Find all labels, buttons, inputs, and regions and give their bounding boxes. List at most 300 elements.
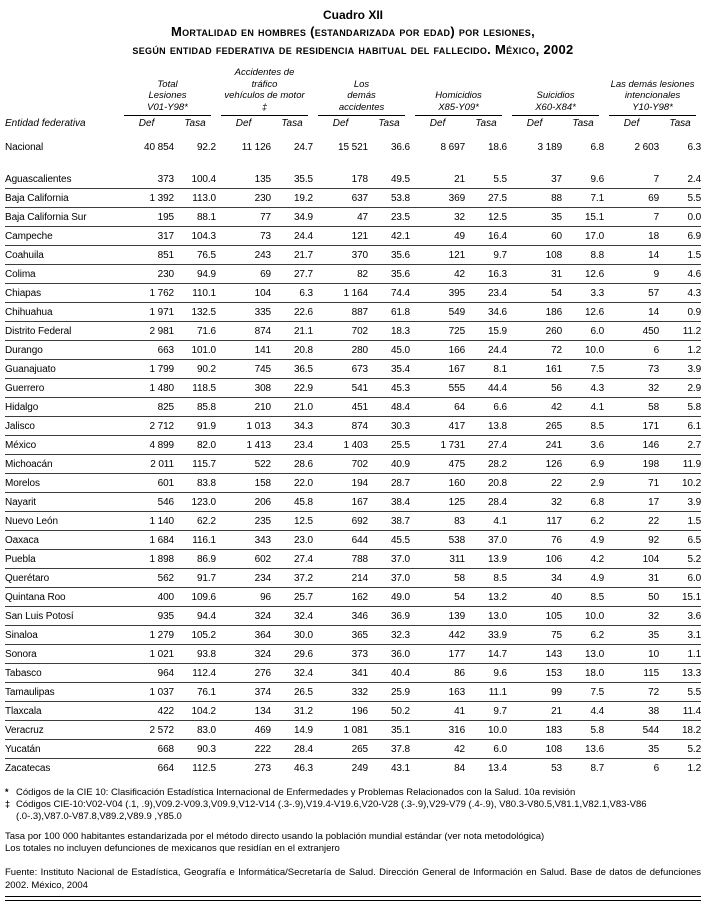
- table-row: [5, 626, 701, 645]
- tasa-value-cell: 4.4: [562, 702, 604, 721]
- entity-name-cell: Nacional: [5, 141, 44, 153]
- tasa-value-cell: 82.0: [174, 436, 216, 455]
- def-value-cell: 6: [604, 341, 659, 360]
- tasa-value-cell: 44.4: [465, 379, 507, 398]
- tasa-value-cell: 9.7: [465, 702, 507, 721]
- tasa-subheader: Tasa: [281, 118, 303, 129]
- tasa-value-cell: 12.6: [562, 265, 604, 284]
- tasa-value-cell: 4.3: [562, 379, 604, 398]
- entity-name-cell: Guanajuato: [5, 360, 119, 379]
- tasa-value-cell: 10.0: [465, 721, 507, 740]
- tasa-value-cell: 28.2: [465, 455, 507, 474]
- tasa-value-cell: 6.5: [659, 531, 701, 550]
- entity-name-cell: Morelos: [5, 474, 119, 493]
- tasa-value-cell: 37.2: [271, 569, 313, 588]
- tasa-value-cell: 22.6: [271, 303, 313, 322]
- def-value-cell: 230: [216, 189, 271, 208]
- def-value-cell: 7: [604, 170, 659, 189]
- def-value-cell: 158: [216, 474, 271, 493]
- tasa-value-cell: 9.6: [562, 170, 604, 189]
- def-value-cell: 104: [216, 284, 271, 303]
- def-value-cell: 276: [216, 664, 271, 683]
- tasa-value-cell: 8.5: [465, 569, 507, 588]
- tasa-value-cell: 20.8: [271, 341, 313, 360]
- tasa-value-cell: 28.7: [368, 474, 410, 493]
- tasa-value-cell: 28.4: [271, 740, 313, 759]
- tasa-value-cell: 48.4: [368, 398, 410, 417]
- tasa-value-cell: 7.5: [562, 360, 604, 379]
- def-value-cell: 335: [216, 303, 271, 322]
- entity-name-cell: Yucatán: [5, 740, 119, 759]
- def-value-cell: 58: [604, 398, 659, 417]
- def-value-cell: 8 697: [440, 141, 466, 153]
- table-number: Cuadro XII: [322, 8, 383, 22]
- tasa-value-cell: 10.0: [562, 607, 604, 626]
- def-value-cell: 1 081: [313, 721, 368, 740]
- def-value-cell: 121: [410, 246, 465, 265]
- tasa-value-cell: 4.1: [465, 512, 507, 531]
- tasa-value-cell: 23.0: [271, 531, 313, 550]
- tasa-value-cell: 123.0: [174, 493, 216, 512]
- def-value-cell: 935: [119, 607, 174, 626]
- table-row: [5, 265, 701, 284]
- tasa-value-cell: 11.2: [659, 322, 701, 341]
- column-group-title: Homicidios X85-Y09*: [415, 90, 502, 116]
- def-value-cell: 86: [410, 664, 465, 683]
- def-value-cell: 32: [604, 607, 659, 626]
- def-value-cell: 92: [604, 531, 659, 550]
- def-value-cell: 602: [216, 550, 271, 569]
- def-value-cell: 73: [216, 227, 271, 246]
- def-value-cell: 2 011: [119, 455, 174, 474]
- tasa-value-cell: 35.6: [368, 246, 410, 265]
- tasa-value-cell: 27.4: [271, 550, 313, 569]
- def-value-cell: 69: [216, 265, 271, 284]
- table-row: [5, 607, 701, 626]
- def-value-cell: 692: [313, 512, 368, 531]
- table-row: [5, 284, 701, 303]
- def-value-cell: 241: [507, 436, 562, 455]
- def-value-cell: 663: [119, 341, 174, 360]
- def-value-cell: 135: [216, 170, 271, 189]
- def-value-cell: 42: [410, 265, 465, 284]
- def-value-cell: 54: [507, 284, 562, 303]
- tasa-value-cell: 37.0: [368, 569, 410, 588]
- tasa-value-cell: 15.1: [659, 588, 701, 607]
- table-row: [5, 208, 701, 227]
- tasa-value-cell: 3.6: [562, 436, 604, 455]
- tasa-value-cell: 32.4: [271, 607, 313, 626]
- tasa-value-cell: 23.5: [368, 208, 410, 227]
- tasa-value-cell: 9.7: [465, 246, 507, 265]
- table-row: [5, 740, 701, 759]
- table-row: [5, 493, 701, 512]
- def-value-cell: 673: [313, 360, 368, 379]
- def-value-cell: 115: [604, 664, 659, 683]
- table-row: [5, 246, 701, 265]
- def-value-cell: 546: [119, 493, 174, 512]
- def-value-cell: 210: [216, 398, 271, 417]
- tasa-value-cell: 8.5: [562, 417, 604, 436]
- tasa-value-cell: 45.3: [368, 379, 410, 398]
- def-value-cell: 280: [313, 341, 368, 360]
- def-value-cell: 273: [254, 762, 272, 774]
- def-value-cell: 249: [351, 762, 369, 774]
- tasa-value-cell: 1.5: [659, 512, 701, 531]
- table-row: [5, 436, 701, 455]
- def-value-cell: 121: [313, 227, 368, 246]
- tasa-value-cell: 86.9: [174, 550, 216, 569]
- table-row: [5, 531, 701, 550]
- def-value-cell: 341: [313, 664, 368, 683]
- def-value-cell: 82: [313, 265, 368, 284]
- def-value-cell: 644: [313, 531, 368, 550]
- def-value-cell: 324: [216, 645, 271, 664]
- tasa-value-cell: 112.5: [192, 762, 217, 774]
- tasa-value-cell: 109.6: [174, 588, 216, 607]
- tasa-value-cell: 91.7: [174, 569, 216, 588]
- totals-note: Los totales no incluyen defunciones de mexicanos que residían en el extranjero: [5, 843, 340, 854]
- def-value-cell: 32: [410, 208, 465, 227]
- def-value-cell: 332: [313, 683, 368, 702]
- tasa-value-cell: 13.6: [562, 740, 604, 759]
- tasa-value-cell: 24.7: [293, 141, 314, 153]
- def-value-cell: 343: [216, 531, 271, 550]
- tasa-value-cell: 34.3: [271, 417, 313, 436]
- tasa-value-cell: 42.1: [368, 227, 410, 246]
- entity-name-cell: Nayarit: [5, 493, 119, 512]
- footnote-codes-text: Códigos CIE-10:V02-V04 (.1, .9),V09.2-V09.3,V09.9,V12-V14 (.3-.9),V19.4-V19.6,V20-V28 (.3-.9),V29-V79 (.4-.9), V80.3-V80.5,V81.1,V82.1,V83-V86 (.0-.3),V87.0-V87.8,V89.2,V89.9 ,Y85.0: [16, 799, 647, 822]
- tasa-value-cell: 40.4: [368, 664, 410, 683]
- def-value-cell: 31: [604, 569, 659, 588]
- def-value-cell: 637: [313, 189, 368, 208]
- table-row: [5, 664, 701, 683]
- def-value-cell: 141: [216, 341, 271, 360]
- def-value-cell: 72: [507, 341, 562, 360]
- def-value-cell: 235: [216, 512, 271, 531]
- tasa-value-cell: 91.9: [174, 417, 216, 436]
- def-value-cell: 186: [507, 303, 562, 322]
- tasa-value-cell: 50.2: [368, 702, 410, 721]
- tasa-value-cell: 0.0: [659, 208, 701, 227]
- def-value-cell: 851: [119, 246, 174, 265]
- def-value-cell: 37: [507, 170, 562, 189]
- def-value-cell: 35: [604, 626, 659, 645]
- def-value-cell: 230: [119, 265, 174, 284]
- tasa-value-cell: 27.5: [465, 189, 507, 208]
- def-value-cell: 222: [216, 740, 271, 759]
- tasa-value-cell: 118.5: [174, 379, 216, 398]
- def-value-cell: 134: [216, 702, 271, 721]
- tasa-value-cell: 21.0: [271, 398, 313, 417]
- def-value-cell: 825: [119, 398, 174, 417]
- def-value-cell: 41: [410, 702, 465, 721]
- tasa-value-cell: 13.9: [465, 550, 507, 569]
- def-value-cell: 77: [216, 208, 271, 227]
- tasa-value-cell: 13.8: [465, 417, 507, 436]
- table-row: [5, 474, 701, 493]
- double-dagger-footnote-marker: ‡: [5, 799, 11, 809]
- def-value-cell: 475: [410, 455, 465, 474]
- tasa-value-cell: 18.3: [368, 322, 410, 341]
- entity-name-cell: Tlaxcala: [5, 702, 119, 721]
- def-value-cell: 2 603: [634, 141, 660, 153]
- def-value-cell: 243: [216, 246, 271, 265]
- tasa-value-cell: 18.2: [659, 721, 701, 740]
- table-body: [5, 137, 701, 777]
- tasa-value-cell: 12.5: [465, 208, 507, 227]
- tasa-value-cell: 92.2: [196, 141, 217, 153]
- def-value-cell: 702: [313, 322, 368, 341]
- def-value-cell: 32: [507, 493, 562, 512]
- tasa-value-cell: 4.1: [562, 398, 604, 417]
- entity-name-cell: Querétaro: [5, 569, 119, 588]
- footnote-cie-text: Códigos de la CIE 10: Clasificación Estadística Internacional de Enfermedades y Problemas Relacionados con la Salud. 10a revisión: [16, 787, 576, 798]
- tasa-value-cell: 23.4: [271, 436, 313, 455]
- tasa-value-cell: 35.6: [368, 265, 410, 284]
- tasa-value-cell: 3.9: [659, 360, 701, 379]
- tasa-value-cell: 37.0: [368, 550, 410, 569]
- def-value-cell: 76: [507, 531, 562, 550]
- def-value-cell: 1 480: [119, 379, 174, 398]
- def-value-cell: 260: [507, 322, 562, 341]
- tasa-value-cell: 9.6: [465, 664, 507, 683]
- def-value-cell: 395: [410, 284, 465, 303]
- entity-name-cell: Chiapas: [5, 284, 119, 303]
- def-value-cell: 153: [507, 664, 562, 683]
- def-value-cell: 49: [410, 227, 465, 246]
- def-value-cell: 57: [604, 284, 659, 303]
- def-value-cell: 1 140: [119, 512, 174, 531]
- def-value-cell: 22: [604, 512, 659, 531]
- national-total-row: [5, 137, 701, 157]
- def-value-cell: 108: [507, 740, 562, 759]
- tasa-value-cell: 34.9: [271, 208, 313, 227]
- def-value-cell: 451: [313, 398, 368, 417]
- def-value-cell: 373: [313, 645, 368, 664]
- def-value-cell: 177: [410, 645, 465, 664]
- def-subheader: Def: [138, 118, 155, 129]
- def-value-cell: 788: [313, 550, 368, 569]
- def-value-cell: 1 731: [410, 436, 465, 455]
- def-value-cell: 265: [313, 740, 368, 759]
- entity-name-cell: Zacatecas: [5, 762, 51, 774]
- def-value-cell: 702: [313, 455, 368, 474]
- column-group-title: Total Lesiones V01-Y98*: [124, 79, 211, 117]
- entity-name-cell: Nuevo León: [5, 512, 119, 531]
- tasa-value-cell: 46.3: [293, 762, 314, 774]
- tasa-value-cell: 40.9: [368, 455, 410, 474]
- tasa-value-cell: 16.4: [465, 227, 507, 246]
- tasa-subheader: Tasa: [572, 118, 594, 129]
- tasa-value-cell: 20.8: [465, 474, 507, 493]
- def-value-cell: 422: [119, 702, 174, 721]
- def-value-cell: 544: [604, 721, 659, 740]
- def-value-cell: 2 572: [119, 721, 174, 740]
- tasa-value-cell: 8.7: [590, 762, 605, 774]
- tasa-value-cell: 88.1: [174, 208, 216, 227]
- table-row: [5, 398, 701, 417]
- table-row: [5, 512, 701, 531]
- def-value-cell: 874: [313, 417, 368, 436]
- def-value-cell: 370: [313, 246, 368, 265]
- tasa-value-cell: 6.9: [562, 455, 604, 474]
- tasa-value-cell: 49.0: [368, 588, 410, 607]
- tasa-value-cell: 1.1: [659, 645, 701, 664]
- table-row: [5, 379, 701, 398]
- tasa-value-cell: 45.8: [271, 493, 313, 512]
- entity-name-cell: Baja California Sur: [5, 208, 119, 227]
- def-value-cell: 14: [604, 303, 659, 322]
- entity-name-cell: Colima: [5, 265, 119, 284]
- tasa-value-cell: 53.8: [368, 189, 410, 208]
- def-value-cell: 317: [119, 227, 174, 246]
- tasa-value-cell: 6.2: [562, 626, 604, 645]
- tasa-value-cell: 28.6: [271, 455, 313, 474]
- tasa-value-cell: 6.6: [465, 398, 507, 417]
- tasa-value-cell: 15.9: [465, 322, 507, 341]
- tasa-value-cell: 38.7: [368, 512, 410, 531]
- table-row: [5, 702, 701, 721]
- tasa-value-cell: 1.5: [659, 246, 701, 265]
- footnotes-block: [5, 787, 701, 901]
- def-value-cell: 106: [507, 550, 562, 569]
- def-value-cell: 73: [604, 360, 659, 379]
- spacer-row: [5, 157, 701, 170]
- tasa-value-cell: 5.2: [659, 550, 701, 569]
- def-value-cell: 40: [507, 588, 562, 607]
- def-value-cell: 549: [410, 303, 465, 322]
- def-value-cell: 14: [604, 246, 659, 265]
- tasa-value-cell: 6.3: [687, 141, 702, 153]
- def-value-cell: 108: [507, 246, 562, 265]
- entity-name-cell: Aguascalientes: [5, 170, 119, 189]
- tasa-value-cell: 13.4: [487, 762, 508, 774]
- tasa-value-cell: 31.2: [271, 702, 313, 721]
- tasa-value-cell: 13.0: [465, 607, 507, 626]
- tasa-value-cell: 32.3: [368, 626, 410, 645]
- entity-name-cell: Puebla: [5, 550, 119, 569]
- tasa-value-cell: 27.7: [271, 265, 313, 284]
- tasa-value-cell: 22.0: [271, 474, 313, 493]
- def-value-cell: 874: [216, 322, 271, 341]
- def-value-cell: 9: [604, 265, 659, 284]
- tasa-value-cell: 18.6: [487, 141, 508, 153]
- table-row: [5, 569, 701, 588]
- table-row: [5, 683, 701, 702]
- def-value-cell: 555: [410, 379, 465, 398]
- def-value-cell: 161: [507, 360, 562, 379]
- def-subheader: Def: [623, 118, 640, 129]
- def-value-cell: 56: [507, 379, 562, 398]
- def-value-cell: 160: [410, 474, 465, 493]
- def-value-cell: 1 013: [216, 417, 271, 436]
- tasa-value-cell: 27.4: [465, 436, 507, 455]
- tasa-subheader: Tasa: [475, 118, 497, 129]
- entity-name-cell: Michoacán: [5, 455, 119, 474]
- def-value-cell: 162: [313, 588, 368, 607]
- spacer-cell: [5, 157, 701, 170]
- tasa-subheader: Tasa: [184, 118, 206, 129]
- def-value-cell: 1 971: [119, 303, 174, 322]
- entity-name-cell: Chihuahua: [5, 303, 119, 322]
- def-value-cell: 105: [507, 607, 562, 626]
- table-row: [5, 189, 701, 208]
- def-value-cell: 346: [313, 607, 368, 626]
- tasa-value-cell: 1.2: [687, 762, 702, 774]
- def-value-cell: 54: [410, 588, 465, 607]
- def-value-cell: 442: [410, 626, 465, 645]
- tasa-value-cell: 49.5: [368, 170, 410, 189]
- def-value-cell: 400: [119, 588, 174, 607]
- footnote-codes: [5, 799, 701, 823]
- tasa-value-cell: 115.7: [174, 455, 216, 474]
- tasa-value-cell: 6.9: [659, 227, 701, 246]
- def-value-cell: 38: [604, 702, 659, 721]
- tasa-value-cell: 8.1: [465, 360, 507, 379]
- tasa-value-cell: 6.8: [590, 141, 605, 153]
- def-value-cell: 167: [410, 360, 465, 379]
- tasa-value-cell: 2.9: [659, 379, 701, 398]
- tasa-value-cell: 6.0: [562, 322, 604, 341]
- tasa-value-cell: 2.9: [562, 474, 604, 493]
- tasa-value-cell: 43.1: [390, 762, 411, 774]
- tasa-value-cell: 36.5: [271, 360, 313, 379]
- spacer: [5, 855, 701, 867]
- tasa-value-cell: 17.0: [562, 227, 604, 246]
- table-title-block: [5, 8, 701, 59]
- def-value-cell: 42: [507, 398, 562, 417]
- tasa-value-cell: 104.2: [174, 702, 216, 721]
- table-header: [5, 67, 701, 137]
- tasa-value-cell: 110.1: [174, 284, 216, 303]
- def-value-cell: 50: [604, 588, 659, 607]
- def-value-cell: 369: [410, 189, 465, 208]
- def-value-cell: 206: [216, 493, 271, 512]
- tasa-value-cell: 10.2: [659, 474, 701, 493]
- tasa-value-cell: 74.4: [368, 284, 410, 303]
- def-value-cell: 2 712: [119, 417, 174, 436]
- def-value-cell: 373: [119, 170, 174, 189]
- def-value-cell: 22: [507, 474, 562, 493]
- tasa-value-cell: 132.5: [174, 303, 216, 322]
- def-subheader: Def: [429, 118, 446, 129]
- def-value-cell: 1 164: [313, 284, 368, 303]
- def-value-cell: 117: [507, 512, 562, 531]
- table-row: [5, 170, 701, 189]
- table-row: [5, 227, 701, 246]
- table-row: [5, 417, 701, 436]
- tasa-value-cell: 5.8: [659, 398, 701, 417]
- tasa-value-cell: 18.0: [562, 664, 604, 683]
- def-value-cell: 143: [507, 645, 562, 664]
- column-group-header-1: [216, 67, 313, 116]
- column-subheader-row: [5, 116, 701, 137]
- def-value-cell: 60: [507, 227, 562, 246]
- def-value-cell: 47: [313, 208, 368, 227]
- entity-name-cell: México: [5, 436, 119, 455]
- mortality-table: [5, 67, 701, 777]
- column-group-header-4: [507, 67, 604, 116]
- tasa-value-cell: 21.1: [271, 322, 313, 341]
- tasa-value-cell: 104.3: [174, 227, 216, 246]
- tasa-value-cell: 28.4: [465, 493, 507, 512]
- tasa-value-cell: 29.6: [271, 645, 313, 664]
- column-group-title: Accidentes de tráfico vehículos de motor ‡: [221, 67, 308, 116]
- def-value-cell: 365: [313, 626, 368, 645]
- entity-name-cell: Tabasco: [5, 664, 119, 683]
- def-value-cell: 745: [216, 360, 271, 379]
